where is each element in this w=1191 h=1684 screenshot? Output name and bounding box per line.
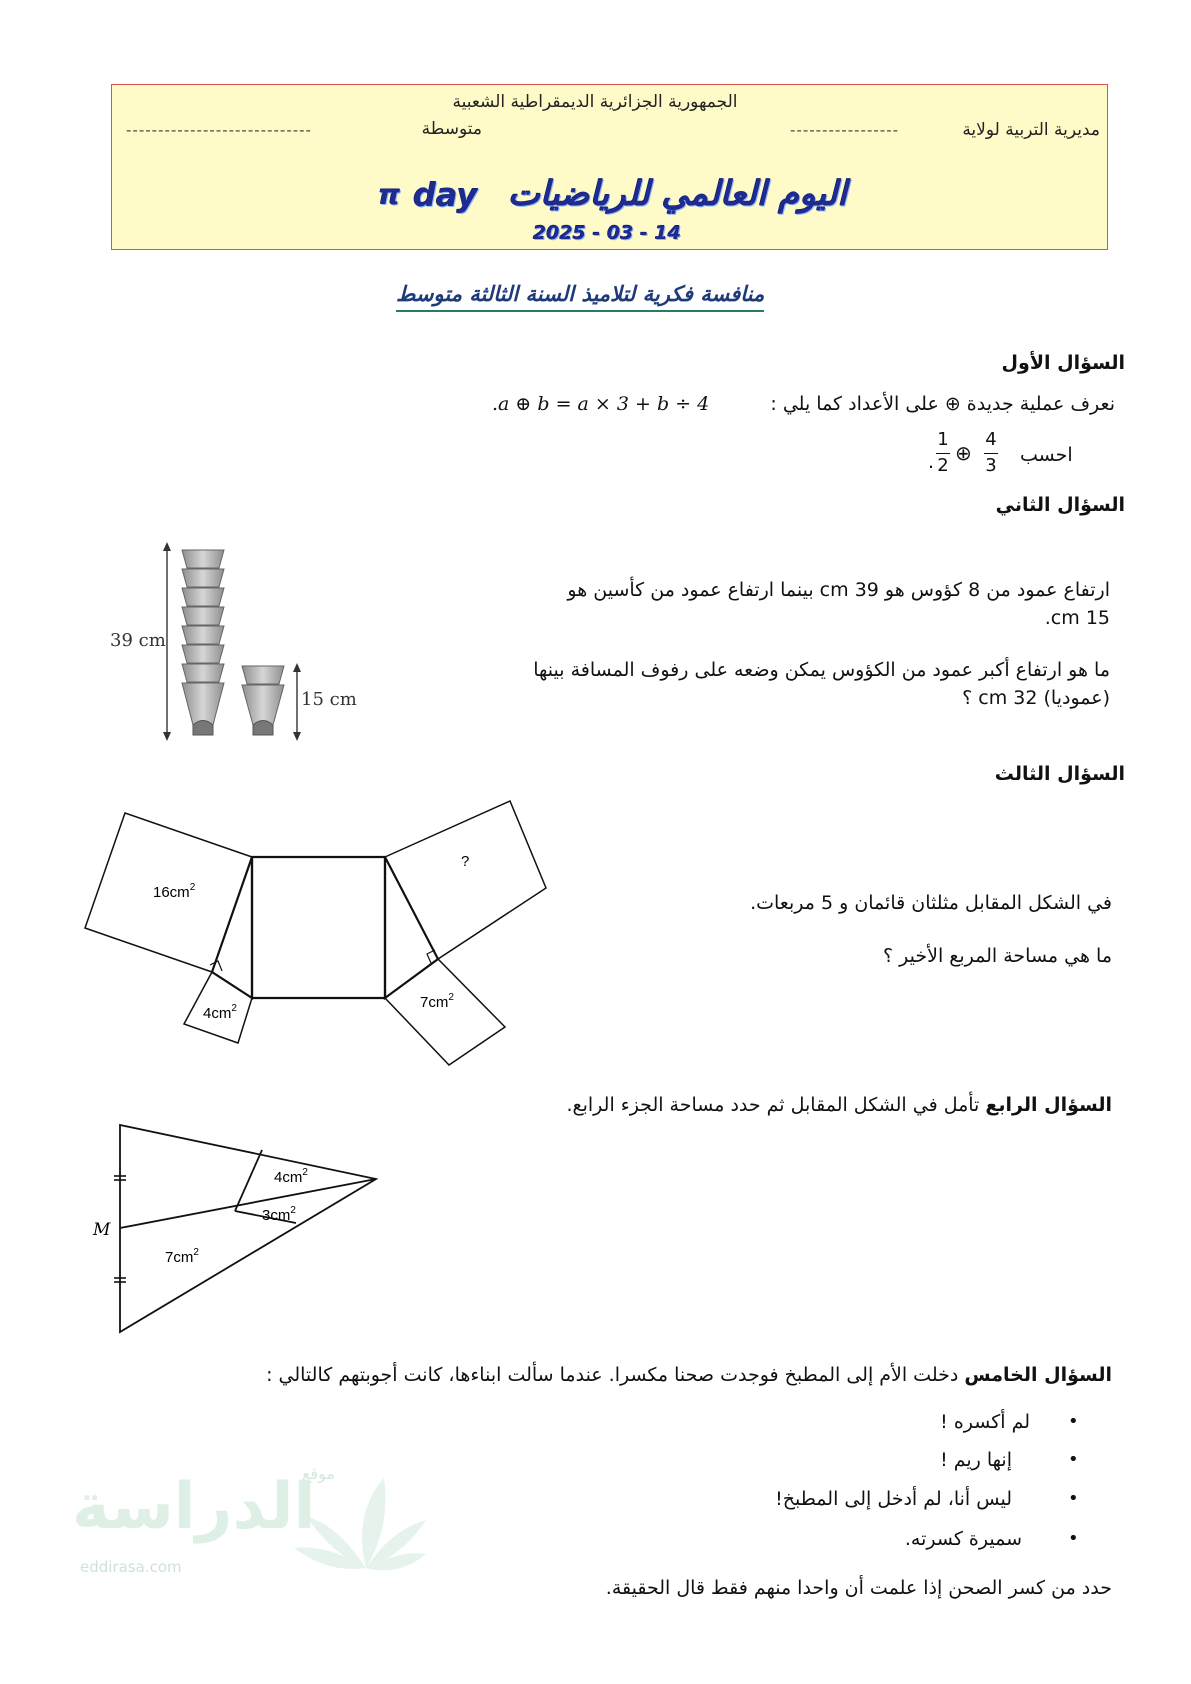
q5-heading: السؤال الخامس	[964, 1364, 1112, 1386]
area-4: $4cm^2$	[274, 1167, 308, 1186]
q2-paragraph-1	[480, 576, 1110, 632]
q1-formula-text: a ⊕ b = a × 3 + b ÷ 4	[498, 393, 710, 415]
q4-line	[500, 1091, 1112, 1119]
right-right-triangle	[385, 857, 438, 998]
q2-paragraph-2	[480, 656, 1110, 712]
q1-frac2-bar	[984, 453, 998, 454]
q5-answer-1: لم أكسره !	[940, 1411, 1030, 1433]
cups-figure	[100, 540, 380, 745]
q1-compute-word: احسب	[1020, 444, 1073, 466]
q1-frac1-num: 1	[937, 429, 949, 450]
q1-formula	[492, 390, 709, 418]
short-height-label: 15 cm	[301, 689, 357, 710]
bullet-2: •	[1068, 1449, 1079, 1470]
short-cup-stack	[242, 666, 284, 735]
center-square	[252, 857, 385, 998]
q1-frac2-den: 3	[985, 455, 997, 476]
q1-formula-end: .	[492, 393, 499, 415]
q5-answer-2: إنها ريم !	[940, 1449, 1012, 1471]
q1-op: ⊕	[955, 441, 972, 465]
school-blank: -----------------------------	[126, 121, 312, 139]
bullet-4: •	[1068, 1528, 1079, 1549]
label-7: $7cm^2$	[420, 992, 454, 1011]
q1-compute-end: .	[928, 451, 935, 473]
q3-line2: ما هي مساحة المربع الأخير ؟	[883, 945, 1112, 967]
q2-p1-line1: ارتفاع عمود من 8 كؤوس هو 39 cm بينما ارتفاع عمود من كأسين هو	[567, 579, 1110, 601]
squares-figure	[80, 795, 560, 1070]
directorate-blank: -----------------	[790, 121, 900, 139]
q2-heading: السؤال الثاني	[995, 494, 1125, 516]
triangle-figure	[90, 1120, 390, 1340]
q5-line	[180, 1361, 1112, 1389]
bullet-3: •	[1068, 1488, 1079, 1509]
bullet-1: •	[1068, 1411, 1079, 1432]
watermark-url: eddirasa.com	[80, 1558, 182, 1576]
tall-height-label: 39 cm	[110, 630, 166, 651]
q4-heading: السؤال الرابع	[985, 1094, 1112, 1116]
square-unknown	[385, 801, 546, 959]
q2-p2-line2: (عموديا) 32 cm ؟	[962, 687, 1110, 709]
q5-question: حدد من كسر الصحن إذا علمت أن واحدا منهم فقط قال الحقيقة.	[605, 1577, 1112, 1599]
q1-frac1-bar	[936, 453, 950, 454]
title-arabic: اليوم العالمي للرياضيات	[508, 174, 847, 214]
outer-triangle	[120, 1125, 376, 1332]
q2-p2-line1: ما هو ارتفاع أكبر عمود من الكؤوس يمكن وضعه على رفوف المسافة بينها	[533, 659, 1110, 681]
q1-compute	[928, 423, 1148, 483]
point-m: M	[93, 1220, 111, 1240]
tall-cup-stack	[182, 550, 224, 735]
watermark-big: الدراسة	[72, 1470, 316, 1544]
q1-frac2-num: 4	[985, 429, 997, 450]
directorate-label: مديرية التربية لولاية	[962, 120, 1100, 140]
q5-text: دخلت الأم إلى المطبخ فوجدت صحنا مكسرا. عندما سألت ابناءها، كانت أجوبتهم كالتالي :	[266, 1364, 959, 1386]
q1-heading: السؤال الأول	[1001, 352, 1125, 374]
square-7	[385, 959, 505, 1065]
q4-text: تأمل في الشكل المقابل ثم حدد مساحة الجزء الرابع.	[566, 1094, 980, 1116]
left-right-triangle	[212, 857, 252, 998]
area-7: $7cm^2$	[165, 1247, 199, 1266]
q5-answer-4: سميرة كسرته.	[904, 1528, 1022, 1550]
q2-p1-line2: 15 cm.	[1044, 607, 1110, 629]
watermark-logo	[66, 1464, 426, 1602]
title-pi: π	[378, 178, 401, 211]
title-day: day	[413, 176, 478, 214]
watermark-small: موقع	[302, 1464, 335, 1483]
school-label: متوسطة	[421, 119, 482, 139]
label-unknown: ?	[461, 853, 470, 870]
q3-heading: السؤال الثالث	[994, 763, 1125, 785]
area-3: $3cm^2$	[262, 1205, 296, 1224]
q1-fraction-expression	[928, 423, 1004, 483]
label-16: $16cm^2$	[153, 882, 196, 901]
republic-line: الجمهورية الجزائرية الديمقراطية الشعبية	[452, 92, 738, 112]
competition-subtitle: منافسة فكرية لتلاميذ السنة الثالثة متوسط	[396, 282, 764, 312]
label-4: $4cm^2$	[203, 1003, 237, 1022]
q1-frac1-den: 2	[937, 455, 949, 476]
title-date: 2025 - 03 - 14	[533, 222, 681, 244]
q5-answer-3: ليس أنا، لم أدخل إلى المطبخ!	[775, 1488, 1012, 1510]
q3-line1: في الشكل المقابل مثلثان قائمان و 5 مربعات.	[750, 892, 1112, 914]
q1-intro: نعرف عملية جديدة ⊕ على الأعداد كما يلي :	[770, 393, 1115, 415]
